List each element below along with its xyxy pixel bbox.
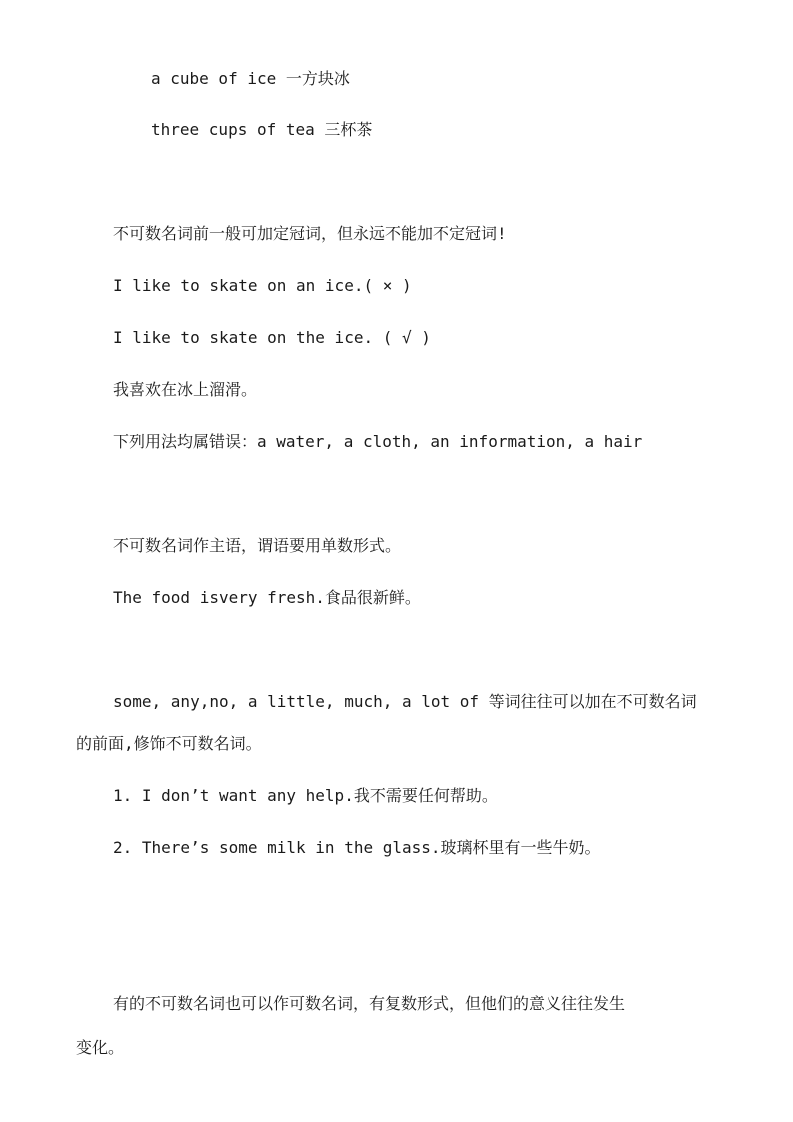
error-usage-line: 下列用法均属错误：a water, a cloth, an information, a hair xyxy=(113,432,643,451)
rule-paragraph: 不可数名词前一般可加定冠词，但永远不能加不定冠词! xyxy=(113,224,507,243)
example-line: three cups of tea 三杯茶 xyxy=(151,120,373,139)
numbered-example-1: 1. I don’t want any help.我不需要任何帮助。 xyxy=(113,786,498,805)
example-line: a cube of ice 一方块冰 xyxy=(151,69,350,88)
example-sentence-correct: I like to skate on the ice. ( √ ) xyxy=(113,328,431,347)
rule-paragraph-line-1: some, any,no, a little, much, a lot of 等词往往可以加在不可数名词 xyxy=(113,692,697,711)
numbered-example-2: 2. There’s some milk in the glass.玻璃杯里有一些牛奶。 xyxy=(113,838,601,857)
example-sentence-wrong: I like to skate on an ice.( × ) xyxy=(113,276,412,295)
translation-line: 我喜欢在冰上溜滑。 xyxy=(113,380,258,399)
example-sentence: The food isvery fresh.食品很新鲜。 xyxy=(113,588,421,607)
rule-paragraph-line-2: 变化。 xyxy=(76,1038,125,1057)
rule-paragraph: 不可数名词作主语，谓语要用单数形式。 xyxy=(113,536,402,555)
rule-paragraph-line-2: 的前面,修饰不可数名词。 xyxy=(76,734,262,753)
rule-paragraph-line-1: 有的不可数名词也可以作可数名词，有复数形式，但他们的意义往往发生 xyxy=(113,994,626,1013)
